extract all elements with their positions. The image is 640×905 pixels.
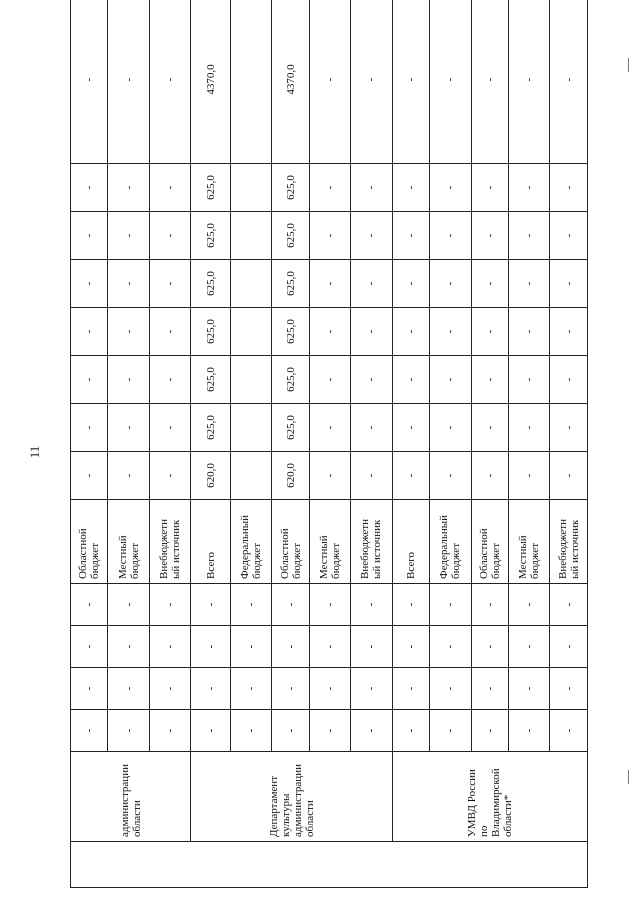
rotated-table-container bbox=[70, 48, 588, 888]
amount-cell: - bbox=[149, 308, 191, 356]
amount-cell: - bbox=[430, 356, 472, 404]
empty-value-cell: - bbox=[71, 710, 108, 752]
empty-value-cell: - bbox=[392, 584, 429, 626]
amount-cell: - bbox=[149, 404, 191, 452]
amount-cell: - bbox=[309, 0, 351, 164]
table-row bbox=[71, 0, 108, 888]
amount-cell: - bbox=[71, 356, 108, 404]
amount-cell: - bbox=[71, 0, 108, 164]
amount-cell: - bbox=[351, 0, 393, 164]
page-number: 11 bbox=[27, 445, 42, 459]
amount-cell: - bbox=[149, 0, 191, 164]
empty-value-cell: - bbox=[550, 710, 588, 752]
amount-cell: - bbox=[508, 164, 550, 212]
amount-cell: 4370,0 bbox=[191, 0, 230, 164]
empty-value-cell: - bbox=[149, 626, 191, 668]
amount-cell: - bbox=[550, 0, 588, 164]
amount-cell: - bbox=[351, 356, 393, 404]
amount-cell: - bbox=[392, 212, 429, 260]
amount-cell: 625,0 bbox=[191, 356, 230, 404]
empty-value-cell: - bbox=[108, 626, 150, 668]
empty-value-cell: - bbox=[430, 668, 472, 710]
amount-cell: - bbox=[471, 308, 508, 356]
empty-value-cell: - bbox=[309, 584, 351, 626]
funding-source-cell: Внебюджетн ый источник bbox=[149, 500, 191, 584]
amount-cell: 625,0 bbox=[272, 308, 309, 356]
empty-value-cell: - bbox=[71, 584, 108, 626]
amount-cell: - bbox=[508, 404, 550, 452]
empty-value-cell: - bbox=[508, 626, 550, 668]
funding-source-cell: Областной бюджет bbox=[471, 500, 508, 584]
empty-value-cell: - bbox=[351, 710, 393, 752]
amount-cell: - bbox=[392, 452, 429, 500]
amount-cell: - bbox=[149, 260, 191, 308]
empty-value-cell: - bbox=[230, 710, 272, 752]
empty-value-cell: - bbox=[71, 668, 108, 710]
amount-cell: - bbox=[471, 164, 508, 212]
amount-cell: - bbox=[309, 404, 351, 452]
amount-cell bbox=[230, 164, 272, 212]
amount-cell: 625,0 bbox=[272, 356, 309, 404]
amount-cell: - bbox=[430, 404, 472, 452]
empty-value-cell: - bbox=[392, 668, 429, 710]
funding-source-cell: Областной бюджет bbox=[71, 500, 108, 584]
empty-value-cell: - bbox=[108, 584, 150, 626]
amount-cell: - bbox=[71, 164, 108, 212]
amount-cell: - bbox=[108, 356, 150, 404]
amount-cell: - bbox=[351, 308, 393, 356]
amount-cell: - bbox=[309, 356, 351, 404]
empty-value-cell: - bbox=[430, 710, 472, 752]
funding-source-cell: Всего bbox=[191, 500, 230, 584]
amount-cell: - bbox=[508, 212, 550, 260]
empty-value-cell: - bbox=[471, 584, 508, 626]
empty-value-cell: - bbox=[392, 710, 429, 752]
empty-value-cell: - bbox=[550, 626, 588, 668]
amount-cell: - bbox=[508, 452, 550, 500]
amount-cell: - bbox=[392, 356, 429, 404]
amount-cell: - bbox=[550, 404, 588, 452]
amount-cell: - bbox=[108, 452, 150, 500]
funding-source-cell: Местный бюджет bbox=[108, 500, 150, 584]
amount-cell: - bbox=[309, 164, 351, 212]
amount-cell: - bbox=[351, 452, 393, 500]
empty-value-cell: - bbox=[149, 668, 191, 710]
empty-value-cell: - bbox=[430, 584, 472, 626]
amount-cell bbox=[230, 356, 272, 404]
empty-value-cell: - bbox=[191, 710, 230, 752]
amount-cell: - bbox=[430, 0, 472, 164]
amount-cell: - bbox=[309, 308, 351, 356]
amount-cell: 620,0 bbox=[191, 452, 230, 500]
amount-cell: - bbox=[471, 356, 508, 404]
empty-value-cell: - bbox=[471, 710, 508, 752]
amount-cell: - bbox=[550, 212, 588, 260]
amount-cell: - bbox=[550, 308, 588, 356]
amount-cell: - bbox=[149, 452, 191, 500]
amount-cell: - bbox=[71, 212, 108, 260]
funding-source-cell: Внебюджетн ый источник bbox=[351, 500, 393, 584]
amount-cell: - bbox=[71, 404, 108, 452]
org-cell: Департамент культуры администрации области bbox=[191, 752, 392, 842]
amount-cell: - bbox=[550, 452, 588, 500]
amount-cell: - bbox=[430, 452, 472, 500]
scan-mark-bottom bbox=[628, 770, 629, 784]
amount-cell: - bbox=[550, 164, 588, 212]
amount-cell: - bbox=[108, 260, 150, 308]
amount-cell: 625,0 bbox=[272, 164, 309, 212]
empty-value-cell: - bbox=[230, 584, 272, 626]
empty-value-cell: - bbox=[550, 668, 588, 710]
amount-cell: - bbox=[392, 260, 429, 308]
amount-cell: - bbox=[471, 452, 508, 500]
financing-table bbox=[70, 0, 588, 888]
amount-cell: 625,0 bbox=[272, 260, 309, 308]
empty-value-cell: - bbox=[272, 584, 309, 626]
empty-value-cell: - bbox=[191, 626, 230, 668]
amount-cell: - bbox=[351, 260, 393, 308]
amount-cell: 625,0 bbox=[191, 404, 230, 452]
amount-cell: - bbox=[309, 260, 351, 308]
amount-cell: - bbox=[550, 260, 588, 308]
amount-cell: - bbox=[309, 212, 351, 260]
amount-cell: 625,0 bbox=[191, 212, 230, 260]
funding-source-cell: Всего bbox=[392, 500, 429, 584]
amount-cell: 620,0 bbox=[272, 452, 309, 500]
amount-cell: - bbox=[149, 356, 191, 404]
amount-cell: - bbox=[550, 356, 588, 404]
empty-value-cell: - bbox=[191, 584, 230, 626]
empty-value-cell: - bbox=[471, 626, 508, 668]
empty-value-cell: - bbox=[430, 626, 472, 668]
amount-cell: - bbox=[351, 404, 393, 452]
amount-cell: - bbox=[508, 356, 550, 404]
amount-cell: - bbox=[71, 260, 108, 308]
blank-left-column bbox=[71, 842, 588, 888]
empty-value-cell: - bbox=[351, 668, 393, 710]
amount-cell: - bbox=[430, 260, 472, 308]
funding-source-cell: Местный бюджет bbox=[309, 500, 351, 584]
amount-cell: - bbox=[508, 260, 550, 308]
empty-value-cell: - bbox=[508, 668, 550, 710]
empty-value-cell: - bbox=[108, 668, 150, 710]
empty-value-cell: - bbox=[508, 710, 550, 752]
amount-cell: 625,0 bbox=[191, 164, 230, 212]
amount-cell: 625,0 bbox=[272, 404, 309, 452]
empty-value-cell: - bbox=[309, 626, 351, 668]
empty-value-cell: - bbox=[191, 668, 230, 710]
amount-cell: - bbox=[392, 0, 429, 164]
amount-cell: - bbox=[471, 212, 508, 260]
amount-cell: - bbox=[108, 164, 150, 212]
empty-value-cell: - bbox=[508, 584, 550, 626]
amount-cell: - bbox=[108, 0, 150, 164]
amount-cell: 625,0 bbox=[191, 308, 230, 356]
empty-value-cell: - bbox=[71, 626, 108, 668]
amount-cell: - bbox=[351, 212, 393, 260]
org-cell: администрации области bbox=[71, 752, 191, 842]
amount-cell: - bbox=[430, 164, 472, 212]
amount-cell: - bbox=[392, 404, 429, 452]
empty-value-cell: - bbox=[309, 710, 351, 752]
amount-cell: - bbox=[108, 212, 150, 260]
empty-value-cell: - bbox=[351, 626, 393, 668]
amount-cell bbox=[230, 404, 272, 452]
table-row bbox=[191, 0, 230, 888]
amount-cell: - bbox=[392, 164, 429, 212]
funding-source-cell: Областной бюджет bbox=[272, 500, 309, 584]
empty-value-cell: - bbox=[272, 668, 309, 710]
empty-value-cell: - bbox=[108, 710, 150, 752]
amount-cell: - bbox=[471, 404, 508, 452]
amount-cell: - bbox=[149, 164, 191, 212]
amount-cell: - bbox=[71, 308, 108, 356]
amount-cell bbox=[230, 452, 272, 500]
empty-value-cell: - bbox=[149, 710, 191, 752]
empty-value-cell: - bbox=[149, 584, 191, 626]
amount-cell: - bbox=[471, 0, 508, 164]
amount-cell: - bbox=[309, 452, 351, 500]
amount-cell: 4370,0 bbox=[272, 0, 309, 164]
table-row bbox=[392, 0, 429, 888]
amount-cell bbox=[230, 0, 272, 164]
amount-cell: - bbox=[108, 308, 150, 356]
amount-cell: 625,0 bbox=[191, 260, 230, 308]
scan-mark-top bbox=[628, 58, 629, 72]
funding-source-cell: Внебюджетн ый источник bbox=[550, 500, 588, 584]
amount-cell bbox=[230, 260, 272, 308]
empty-value-cell: - bbox=[230, 668, 272, 710]
amount-cell: - bbox=[508, 308, 550, 356]
funding-source-cell: Местный бюджет bbox=[508, 500, 550, 584]
empty-value-cell: - bbox=[392, 626, 429, 668]
amount-cell: - bbox=[508, 0, 550, 164]
amount-cell: - bbox=[149, 212, 191, 260]
amount-cell: - bbox=[108, 404, 150, 452]
empty-value-cell: - bbox=[351, 584, 393, 626]
empty-value-cell: - bbox=[550, 584, 588, 626]
empty-value-cell: - bbox=[309, 668, 351, 710]
amount-cell bbox=[230, 308, 272, 356]
amount-cell: - bbox=[430, 308, 472, 356]
empty-value-cell: - bbox=[272, 710, 309, 752]
amount-cell: - bbox=[471, 260, 508, 308]
funding-source-cell: Федеральный бюджет bbox=[230, 500, 272, 584]
funding-source-cell: Федеральный бюджет bbox=[430, 500, 472, 584]
empty-value-cell: - bbox=[471, 668, 508, 710]
amount-cell: - bbox=[430, 212, 472, 260]
empty-value-cell: - bbox=[230, 626, 272, 668]
org-cell: УМВД России по Владимирской области* bbox=[392, 752, 587, 842]
amount-cell: - bbox=[392, 308, 429, 356]
amount-cell: 625,0 bbox=[272, 212, 309, 260]
amount-cell: - bbox=[71, 452, 108, 500]
amount-cell bbox=[230, 212, 272, 260]
amount-cell: - bbox=[351, 164, 393, 212]
empty-value-cell: - bbox=[272, 626, 309, 668]
